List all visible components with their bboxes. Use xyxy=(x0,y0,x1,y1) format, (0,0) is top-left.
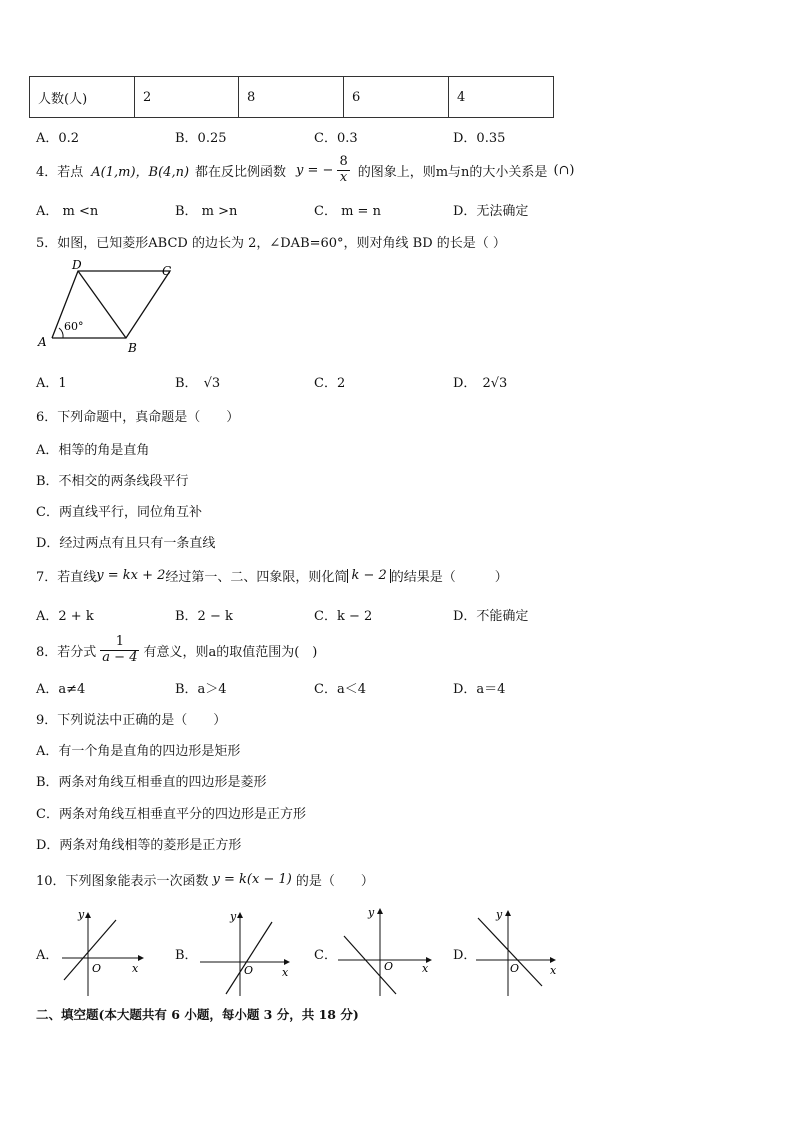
q6-option-a: A．相等的角是直角 xyxy=(36,443,150,458)
x-label: x xyxy=(132,962,139,975)
x-axis-arrow xyxy=(550,957,556,963)
q9-option-a: A．有一个角是直角的四边形是矩形 xyxy=(36,744,241,759)
rhombus-figure xyxy=(36,258,186,358)
q4-option-d: D．无法确定 xyxy=(453,204,529,219)
q7-mid: 经过第一、二、四象限，则化简 xyxy=(165,570,348,585)
q10-option-b-label: B． xyxy=(175,948,198,963)
y-axis-arrow xyxy=(377,908,383,914)
sqrt3: √3 xyxy=(490,376,508,391)
q7-prefix: 7．若直线 xyxy=(36,570,97,585)
q5-option-c: C．2 xyxy=(314,376,346,391)
q4-option-a: A． m <n xyxy=(36,204,99,219)
q7-option-d: D．不能确定 xyxy=(453,609,529,624)
q8-option-a: A．a≠4 xyxy=(36,682,86,697)
table-cell: 8 xyxy=(239,77,344,118)
y-label: y xyxy=(230,910,237,923)
table-cell: 2 xyxy=(135,77,239,118)
q5-stem: 5．如图，已知菱形ABCD 的边长为 2，∠DAB=60°，则对角线 BD 的长是（ ） xyxy=(36,236,506,251)
q10-stem xyxy=(36,870,374,889)
q4-mid: 都在反比例函数 xyxy=(195,164,287,180)
table-row xyxy=(30,77,554,118)
y-label: y xyxy=(368,906,375,919)
table-cell: 4 xyxy=(449,77,554,118)
q8-suffix: 有意义，则a的取值范围为( ) xyxy=(143,644,318,660)
q6-stem: 6．下列命题中，真命题是（ ） xyxy=(36,410,240,425)
graph-b xyxy=(198,906,294,998)
vertex-label-b: B xyxy=(128,341,137,355)
q3-option-a: A．0.2 xyxy=(36,131,80,146)
function-line xyxy=(478,918,542,986)
q8-option-b: B．a＞4 xyxy=(175,682,227,697)
q7-absolute: k − 2 xyxy=(347,569,390,583)
q6-option-d: D．经过两点有且只有一条直线 xyxy=(36,536,216,551)
q10-equation: y = k(x − 1) xyxy=(212,872,292,887)
origin-label: O xyxy=(384,960,394,973)
q7-option-b: B．2 − k xyxy=(175,609,233,624)
y-label: y xyxy=(78,908,85,921)
q4-fraction-den: x xyxy=(339,169,348,185)
q9-option-d: D．两条对角线相等的菱形是正方形 xyxy=(36,838,242,853)
x-axis-arrow xyxy=(138,955,144,961)
x-axis-arrow xyxy=(284,959,290,965)
frequency-table xyxy=(29,76,554,118)
graph-a xyxy=(58,906,148,998)
q4-option-b: B． m >n xyxy=(175,204,238,219)
vertex-label-d: D xyxy=(72,258,82,272)
q7-equation: y = kx + 2 xyxy=(96,568,166,583)
q10-option-a-label: A． xyxy=(36,948,59,963)
q4-points: A(1,m)，B(4,n) xyxy=(91,164,190,180)
q6-option-b: B．不相交的两条线段平行 xyxy=(36,474,189,489)
angle-arc xyxy=(59,328,63,338)
q5-option-a: A．1 xyxy=(36,376,67,391)
origin-label: O xyxy=(244,964,254,977)
q4-function-lhs: y = − xyxy=(296,162,334,178)
q8-option-d: D．a＝4 xyxy=(453,682,506,697)
x-label: x xyxy=(550,964,557,977)
q4-option-c: C． m = n xyxy=(314,204,381,219)
x-label: x xyxy=(282,966,289,979)
graph-c xyxy=(336,902,436,998)
q10-option-c-label: C． xyxy=(314,948,337,963)
function-line xyxy=(226,922,272,994)
q4-stem xyxy=(36,152,574,188)
origin-label: O xyxy=(92,962,102,975)
q3-option-c: C．0.3 xyxy=(314,131,358,146)
q4-fraction-num: 8 xyxy=(339,154,348,170)
q7-stem xyxy=(36,566,508,585)
q5-option-b: B． √3 xyxy=(175,376,221,391)
q8-fraction xyxy=(100,635,139,665)
q4-prefix: 4．若点 xyxy=(36,164,84,180)
q6-option-c: C．两直线平行，同位角互补 xyxy=(36,505,202,520)
vertex-label-a: A xyxy=(38,335,47,349)
diagonal-bd xyxy=(78,271,126,338)
q5-option-d: D． 2√3 xyxy=(453,376,508,391)
q4-fraction xyxy=(337,155,349,185)
origin-label: O xyxy=(510,962,520,975)
function-line xyxy=(64,920,116,980)
sqrt3: √3 xyxy=(203,376,221,391)
q9-stem: 9．下列说法中正确的是（ ） xyxy=(36,713,227,728)
table-header-cell: 人数(人) xyxy=(30,77,135,118)
vertex-label-c: C xyxy=(162,264,172,278)
q8-fraction-den: a − 4 xyxy=(102,649,138,665)
q7-option-c: C．k − 2 xyxy=(314,609,373,624)
x-label: x xyxy=(422,962,429,975)
q4-suffix: 的图象上，则m与n的大小关系是 xyxy=(357,164,548,180)
q10-suffix: 的是（ ） xyxy=(295,874,374,889)
q3-option-d: D．0.35 xyxy=(453,131,506,146)
q8-option-c: C．a＜4 xyxy=(314,682,366,697)
y-axis-arrow xyxy=(85,912,91,918)
q10-prefix: 10．下列图象能表示一次函数 xyxy=(36,874,209,889)
q9-option-c: C．两条对角线互相垂直平分的四边形是正方形 xyxy=(36,807,306,822)
q10-option-d-label: D． xyxy=(453,948,477,963)
q8-prefix: 8．若分式 xyxy=(36,644,97,660)
y-axis-arrow xyxy=(505,910,511,916)
table-cell: 6 xyxy=(344,77,449,118)
graph-d xyxy=(474,904,566,998)
section-heading: 二、填空题(本大题共有 6 小题，每小题 3 分，共 18 分) xyxy=(36,1007,359,1022)
q8-fraction-num: 1 xyxy=(100,635,139,650)
q7-option-a: A．2 + k xyxy=(36,609,94,624)
angle-label: 60° xyxy=(64,320,84,333)
q4-paren: (∩) xyxy=(553,162,575,178)
y-axis-arrow xyxy=(237,912,243,918)
q9-option-b: B．两条对角线互相垂直的四边形是菱形 xyxy=(36,775,267,790)
q3-option-b: B．0.25 xyxy=(175,131,227,146)
q7-suffix: 的结果是（ ） xyxy=(390,570,508,585)
q8-stem xyxy=(36,633,317,667)
y-label: y xyxy=(496,908,503,921)
